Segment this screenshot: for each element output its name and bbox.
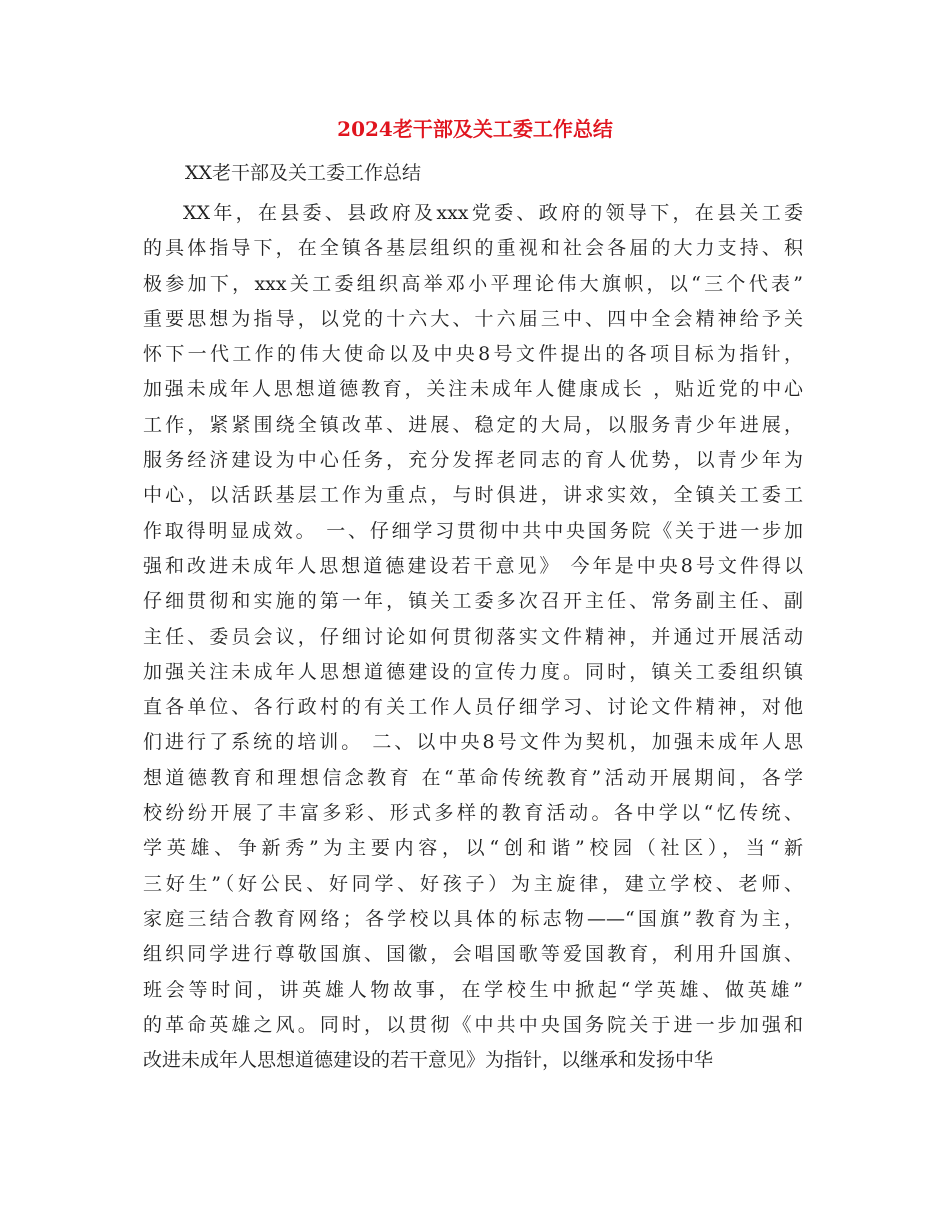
body-line: 怀下一代工作的伟大使命以及中央8号文件提出的各项目标为指针， xyxy=(143,343,803,366)
body-line: 作取得明显成效。 一、仔细学习贯彻中共中央国务院《关于进一步加 xyxy=(143,519,803,542)
body-line: 改进未成年人思想道德建设的若干意见》为指针，以继承和发扬中华 xyxy=(143,1049,714,1072)
document-subtitle: XX老干部及关工委工作总结 xyxy=(185,162,422,184)
body-paragraph xyxy=(143,196,803,1078)
body-line: 主任、委员会议，仔细讨论如何贯彻落实文件精神，并通过开展活动 xyxy=(143,625,803,648)
body-line: 的革命英雄之风。同时，以贯彻《中共中央国务院关于进一步加强和 xyxy=(143,1013,803,1036)
body-line: 加强未成年人思想道德教育，关注未成年人健康成长 ，贴近党的中心 xyxy=(143,378,803,401)
body-line: 组织同学进行尊敬国旗、国徽，会唱国歌等爱国教育，利用升国旗、 xyxy=(143,943,803,966)
body-line: 工作，紧紧围绕全镇改革、进展、稳定的大局，以服务青少年进展， xyxy=(143,413,803,436)
body-line: 的具体指导下，在全镇各基层组织的重视和社会各届的大力支持、积 xyxy=(143,237,803,260)
body-line: 重要思想为指导，以党的十六大、十六届三中、四中全会精神给予关 xyxy=(143,307,803,330)
body-line: 校纷纷开展了丰富多彩、形式多样的教育活动。各中学以“忆传统、 xyxy=(143,802,803,825)
body-line: 中心，以活跃基层工作为重点，与时俱进，讲求实效，全镇关工委工 xyxy=(143,484,803,507)
body-line: 强和改进未成年人思想道德建设若干意见》 今年是中央8号文件得以 xyxy=(143,554,803,577)
body-line: XX年，在县委、县政府及xxx党委、政府的领导下，在县关工委 xyxy=(183,202,803,224)
body-line: 想道德教育和理想信念教育 在“革命传统教育”活动开展期间，各学 xyxy=(143,766,803,789)
body-line: 服务经济建设为中心任务，充分发挥老同志的育人优势，以青少年为 xyxy=(143,449,803,472)
body-line: 班会等时间，讲英雄人物故事，在学校生中掀起“学英雄、做英雄” xyxy=(143,978,803,1001)
body-line: 家庭三结合教育网络；各学校以具体的标志物——“国旗”教育为主， xyxy=(143,907,803,930)
body-line: 极参加下，xxx关工委组织高举邓小平理论伟大旗帜，以“三个代表” xyxy=(143,272,803,295)
document-title: 2024老干部及关工委工作总结 xyxy=(337,117,613,141)
body-line: 直各单位、各行政村的有关工作人员仔细学习、讨论文件精神，对他 xyxy=(143,696,803,719)
body-line: 三好生”（好公民、好同学、好孩子）为主旋律，建立学校、老师、 xyxy=(143,872,803,895)
body-line: 们进行了系统的培训。 二、以中央8号文件为契机，加强未成年人思 xyxy=(143,731,803,754)
body-line: 仔细贯彻和实施的第一年，镇关工委多次召开主任、常务副主任、副 xyxy=(143,590,803,613)
body-line: 学英雄、争新秀”为主要内容，以“创和谐”校园（社区），当“新 xyxy=(143,837,803,860)
body-line: 加强关注未成年人思想道德建设的宣传力度。同时，镇关工委组织镇 xyxy=(143,660,803,683)
